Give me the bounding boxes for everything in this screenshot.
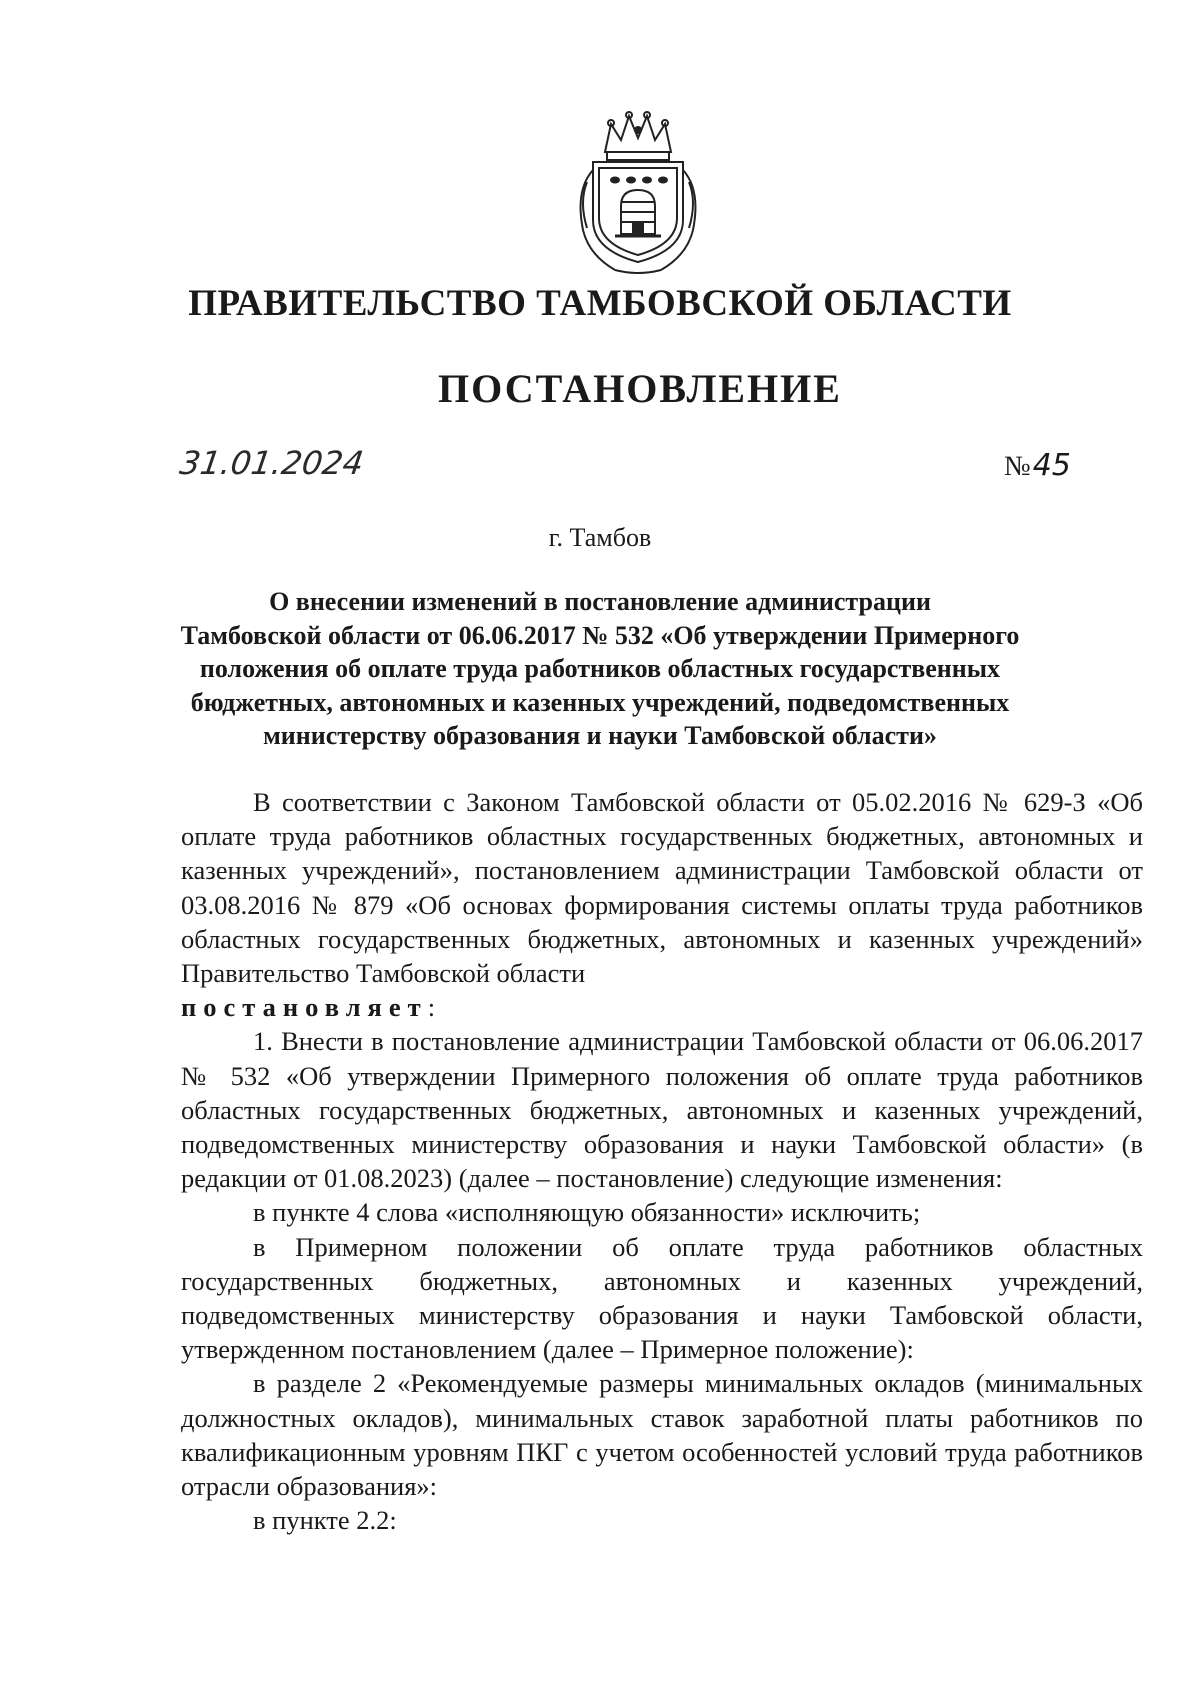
body-paragraph: в Примерном положении об оплате труда работников областных государственных бюджетных, автономных и казенных учреждений, подведомственных министерству образования и науки Тамбовской области, утвержденном постановлением (далее – Примерное положение): [181,1231,1143,1365]
number-sign: № [1004,451,1031,482]
coat-of-arms-icon [553,110,723,275]
decree-colon: : [427,992,436,1023]
subject-line: положения об оплате труда работников областных государственных [199,654,1001,683]
subject-line: министерству образования и науки Тамбовской области» [263,721,937,750]
document-body [181,785,1143,1537]
body-paragraph: 1. Внести в постановление администрации Тамбовской области от 06.06.2017 № 532 «Об утверждении Примерного положения об оплате труда работников областных государственных бюджетных, автономных и казенных учреждений, подведомственных министерству образования и науки Тамбовской области» (в редакции от 01.08.2023) (далее – постановление) следующие изменения: [181,1026,1143,1194]
government-title: ПРАВИТЕЛЬСТВО ТАМБОВСКОЙ ОБЛАСТИ [188,283,1012,324]
document-number [1004,448,1071,483]
decree-word: постановляет [181,992,428,1023]
subject-line: О внесении изменений в постановление администрации [269,587,931,616]
body-paragraph: в пункте 4 слова «исполняющую обязанности» исключить; [253,1197,921,1228]
city-name: г. Тамбов [548,523,652,552]
body-paragraph: в пункте 2.2: [253,1505,397,1536]
document-type-title: ПОСТАНОВЛЕНИЕ [438,366,842,411]
body-paragraph: в разделе 2 «Рекомендуемые размеры минимальных окладов (минимальных должностных окладов), минимальных ставок заработной платы работников по квалификационным уровням ПКГ с учетом особенностей условий труда работников отрасли образования»: [181,1368,1143,1502]
subject-line: Тамбовской области от 06.06.2017 № 532 «Об утверждении Примерного [180,620,1020,650]
preamble-paragraph [181,785,1143,1024]
handwritten-number: 45 [1032,448,1071,483]
handwritten-date: 31.01.2024 [177,444,366,482]
document-subject [160,585,1040,753]
preamble-text: В соответствии с Законом Тамбовской области от 05.02.2016 № 629-З «Об оплате труда работников областных государственных бюджетных, автономных и казенных учреждений», постановлением администрации Тамбовской области от 03.08.2016 № 879 «Об основах формирования системы оплаты труда работников областных государственных бюджетных, автономных и казенных учреждений» Правительство Тамбовской области [181,787,1143,989]
subject-line: бюджетных, автономных и казенных учреждений, подведомственных [190,687,1010,717]
